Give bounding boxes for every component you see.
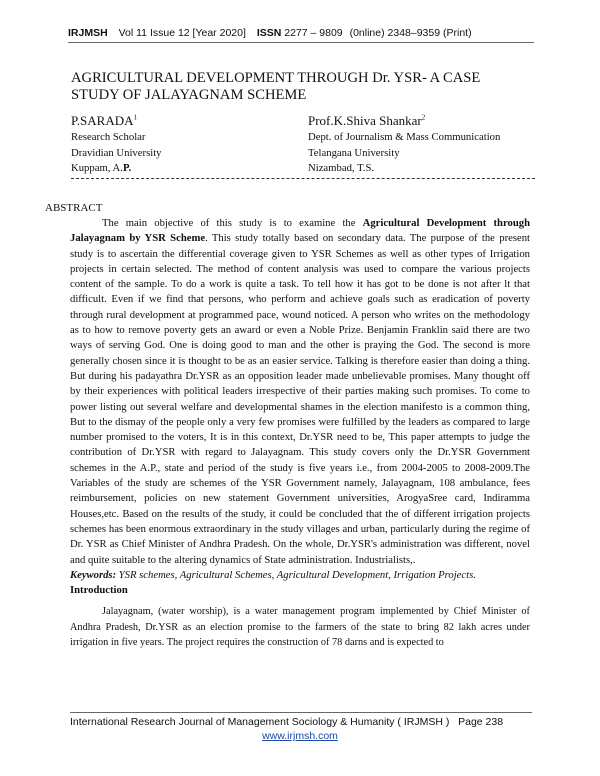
author-2-sup: 2 xyxy=(421,113,426,122)
author-1-affiliation: Dravidian University xyxy=(71,146,162,159)
header-rule xyxy=(68,42,534,43)
introduction-heading: Introduction xyxy=(70,585,128,597)
paper-title: AGRICULTURAL DEVELOPMENT THROUGH Dr. YSR- A CASE STUDY OF JALAYAGNAM SCHEME xyxy=(71,70,481,103)
author-1-place: Kuppam, A.P. xyxy=(71,162,132,174)
issn-online-print: (0nline) 2348–9359 (Print) xyxy=(349,27,472,39)
running-header xyxy=(68,27,476,39)
author-1-sup: 1 xyxy=(133,113,137,122)
keywords-label: Keywords: xyxy=(70,569,117,581)
author-2-name: Prof.K.Shiva Shankar$^2$ xyxy=(308,113,426,128)
introduction-text: Jalayagnam, (water worship), is a water management program implemented by Chief Minister of Andhra Pradesh, Dr.YSR as an election promise to the farmers of the state to bring 82 lakh acres under irrigation in five years. The project requires the construction of 78 darns and is expected to xyxy=(70,606,530,649)
issn-value: 2277 – 9809 xyxy=(284,27,343,39)
author-1-role: Research Scholar xyxy=(71,131,146,143)
journal-url-link[interactable]: www.irjmsh.com xyxy=(262,730,338,742)
issn-label: ISSN xyxy=(256,27,282,39)
footer-journal: International Research Journal of Management Sociology & Humanity ( IRJMSH ) xyxy=(70,716,450,728)
abstract-bold-phrase: Agricultural Development through Jalayagnam by YSR Scheme xyxy=(70,218,530,245)
footer-rule xyxy=(70,712,532,713)
volume-info: Vol 11 Issue 12 [Year 2020] xyxy=(118,27,246,39)
dashed-separator xyxy=(71,178,535,179)
abstract-heading: ABSTRACT xyxy=(45,202,103,214)
author-2-place: Nizambad, T.S. xyxy=(308,162,375,174)
author-1-name: P.SARADA$^1$ xyxy=(71,113,137,128)
abstract-text: The main objective of this study is to examine the Agricultural Development through Jalayagnam by YSR Scheme. This study totally based on secondary data. The purpose of the present study is to ascertain the differential coverage given to YSR Schemes as well as other types of Irrigation projects in certain selected. The method of content analysis was used to compare the various projects content of the sample. To do a work is quite a task. To tell how it has got to be done is not after lt that difficult. Even if we find that persons, who perform and achieve goals such as eradication of poverty through rural development at programmed pace, wound noticed. A person who writes on the methodology as to how to remove poverty gets an award or even a Noble Prize. Benjamin Franklin said there are two ways of serving God. One is doing good to man and the other is praying the God. The second is more generally chosen since it is thought to be as an easier service. Talking is therefore easier than doing a thing. But during his padayathra Dr.YSR as an opposition leader made unbelievable promises. Many thought off by their experiences with political leaders irrespective of their parties making such promises. To come to power listing out several welfare and developmental shames in the election manifesto is a common thing, But to the dismay of the people only a very few promises were fulfilled by the leaders as compared to large number promised to the voters, It is in this context, Dr.YSR need to be, This paper attempts to judge the contribution of Dr.YSR with regard to Jalayagnam. This study covers only the Dr.YSR Government schemes in the A.P., state and period of the study is five years i.e., from 2004-2005 to 2008-2009.The Variables of the study are schemes of the YSR Government namely, Jalayagnam, 108 ambulance, fees reimbursement, policies on new statement Government universities, ArogyaSree card, Indiramma Houses,etc. Based on the results of the study, it could be concluded that the of different irrigation projects schemes has been enormous extraordinary in the study villages and urban, particularly during the regime of Dr. YSR as Chief Minister of Andhra Pradesh. On the whole, Dr.YSR's administration was different, novel and quite suitable to the altering dynamics of State administration. Industrialists,. xyxy=(70,218,530,566)
journal-abbrev: IRJMSH xyxy=(68,27,108,39)
author-1-block xyxy=(71,113,162,177)
paper-body xyxy=(70,216,530,651)
author-2-affiliation: Telangana University xyxy=(308,146,400,159)
footer-url-wrap xyxy=(0,730,600,742)
footer xyxy=(70,716,503,728)
keywords-text: YSR schemes, Agricultural Schemes, Agricultural Development, Irrigation Projects. xyxy=(116,569,476,581)
author-2-block xyxy=(308,113,500,177)
page-number: Page 238 xyxy=(458,716,504,728)
author-2-role: Dept. of Journalism & Mass Communication xyxy=(308,131,501,143)
keywords-line xyxy=(70,568,530,583)
